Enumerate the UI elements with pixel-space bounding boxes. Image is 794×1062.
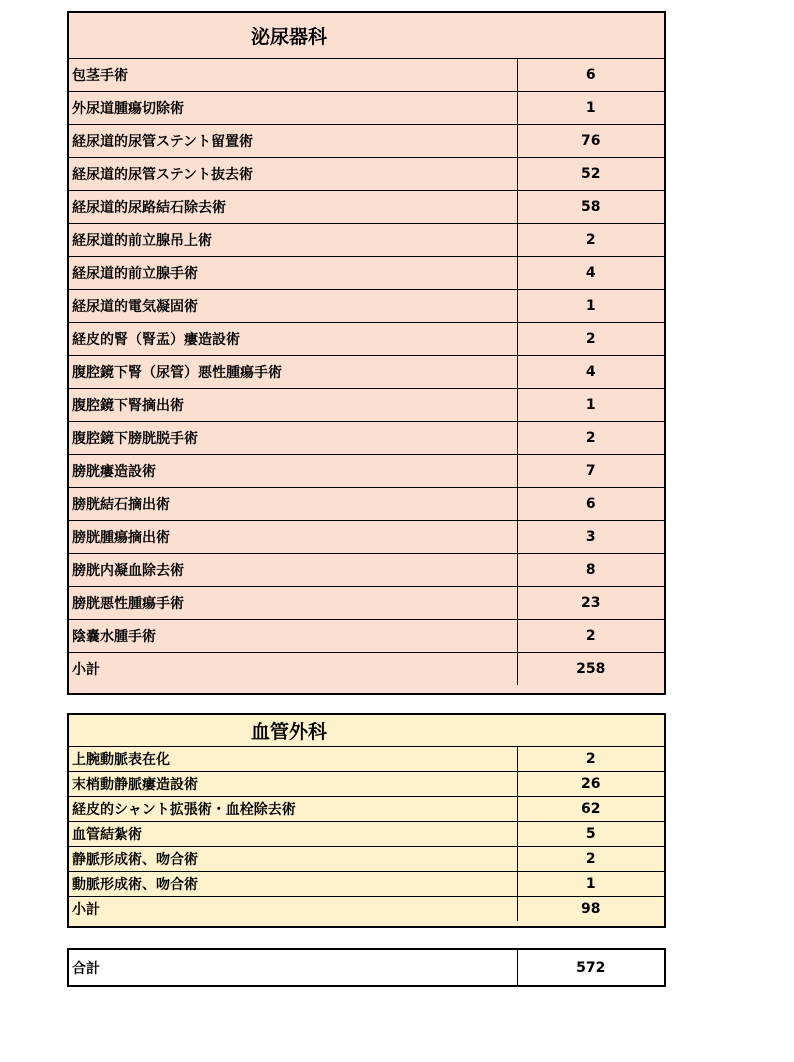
- procedure-name: 経皮的腎（腎盂）瘻造設術: [69, 323, 517, 356]
- procedure-name: 膀胱悪性腫瘍手術: [69, 587, 517, 620]
- table-row: [69, 224, 664, 257]
- subtotal-label: 小計: [69, 897, 517, 922]
- procedure-name: 腹腔鏡下腎（尿管）悪性腫瘍手術: [69, 356, 517, 389]
- procedure-count: 2: [517, 422, 664, 455]
- vascular-title: 血管外科: [69, 715, 664, 747]
- vascular-table: [67, 713, 666, 928]
- procedure-count: 1: [517, 290, 664, 323]
- table-row: [69, 59, 664, 92]
- table-row: [69, 521, 664, 554]
- procedure-count: 5: [517, 822, 664, 847]
- procedure-name: 上腕動脈表在化: [69, 747, 517, 772]
- procedure-count: 1: [517, 872, 664, 897]
- procedure-count: 2: [517, 323, 664, 356]
- procedure-count: 52: [517, 158, 664, 191]
- urology-table: [67, 11, 666, 695]
- table-row: [69, 872, 664, 897]
- procedure-count: 2: [517, 847, 664, 872]
- table-row: [69, 323, 664, 356]
- table-row: [69, 488, 664, 521]
- table-row: [69, 92, 664, 125]
- table-row: [69, 822, 664, 847]
- table-row: [69, 772, 664, 797]
- table-row: [69, 125, 664, 158]
- procedure-name: 外尿道腫瘍切除術: [69, 92, 517, 125]
- procedure-name: 膀胱瘻造設術: [69, 455, 517, 488]
- subtotal-value: 258: [517, 653, 664, 686]
- procedure-count: 76: [517, 125, 664, 158]
- procedure-name: 経尿道的前立腺手術: [69, 257, 517, 290]
- total-table: [67, 948, 666, 987]
- table-row: [69, 290, 664, 323]
- procedure-name: 経尿道的電気凝固術: [69, 290, 517, 323]
- procedure-name: 陰嚢水腫手術: [69, 620, 517, 653]
- table-row: [69, 356, 664, 389]
- subtotal-label: 小計: [69, 653, 517, 686]
- procedure-count: 8: [517, 554, 664, 587]
- subtotal-row: [69, 653, 664, 686]
- procedure-name: 膀胱結石摘出術: [69, 488, 517, 521]
- procedure-count: 6: [517, 59, 664, 92]
- procedure-name: 静脈形成術、吻合術: [69, 847, 517, 872]
- procedure-name: 膀胱内凝血除去術: [69, 554, 517, 587]
- subtotal-value: 98: [517, 897, 664, 922]
- table-row: [69, 847, 664, 872]
- subtotal-row: [69, 897, 664, 922]
- procedure-name: 末梢動静脈瘻造設術: [69, 772, 517, 797]
- procedure-name: 膀胱腫瘍摘出術: [69, 521, 517, 554]
- table-row: [69, 422, 664, 455]
- procedure-name: 血管結紮術: [69, 822, 517, 847]
- procedure-name: 経尿道的尿管ステント抜去術: [69, 158, 517, 191]
- table-row: [69, 554, 664, 587]
- procedure-count: 4: [517, 356, 664, 389]
- procedure-count: 2: [517, 747, 664, 772]
- procedure-name: 経尿道的尿管ステント留置術: [69, 125, 517, 158]
- procedure-count: 23: [517, 587, 664, 620]
- procedure-name: 腹腔鏡下腎摘出術: [69, 389, 517, 422]
- total-value: 572: [517, 950, 664, 985]
- urology-title: 泌尿器科: [69, 13, 664, 59]
- procedure-count: 58: [517, 191, 664, 224]
- procedure-count: 1: [517, 92, 664, 125]
- procedure-count: 2: [517, 620, 664, 653]
- table-row: [69, 158, 664, 191]
- table-row: [69, 747, 664, 772]
- table-row: [69, 389, 664, 422]
- procedure-count: 7: [517, 455, 664, 488]
- table-row: [69, 797, 664, 822]
- procedure-name: 経尿道的尿路結石除去術: [69, 191, 517, 224]
- procedure-name: 経皮的シャント拡張術・血栓除去術: [69, 797, 517, 822]
- table-row: [69, 587, 664, 620]
- procedure-count: 4: [517, 257, 664, 290]
- table-row: [69, 257, 664, 290]
- procedure-count: 6: [517, 488, 664, 521]
- procedure-name: 腹腔鏡下膀胱脱手術: [69, 422, 517, 455]
- procedure-count: 2: [517, 224, 664, 257]
- procedure-count: 26: [517, 772, 664, 797]
- procedure-count: 1: [517, 389, 664, 422]
- procedure-name: 包茎手術: [69, 59, 517, 92]
- procedure-count: 62: [517, 797, 664, 822]
- procedure-name: 動脈形成術、吻合術: [69, 872, 517, 897]
- total-label: 合計: [69, 950, 517, 985]
- table-row: [69, 191, 664, 224]
- total-row: [69, 950, 664, 985]
- table-row: [69, 620, 664, 653]
- table-row: [69, 455, 664, 488]
- procedure-name: 経尿道的前立腺吊上術: [69, 224, 517, 257]
- procedure-count: 3: [517, 521, 664, 554]
